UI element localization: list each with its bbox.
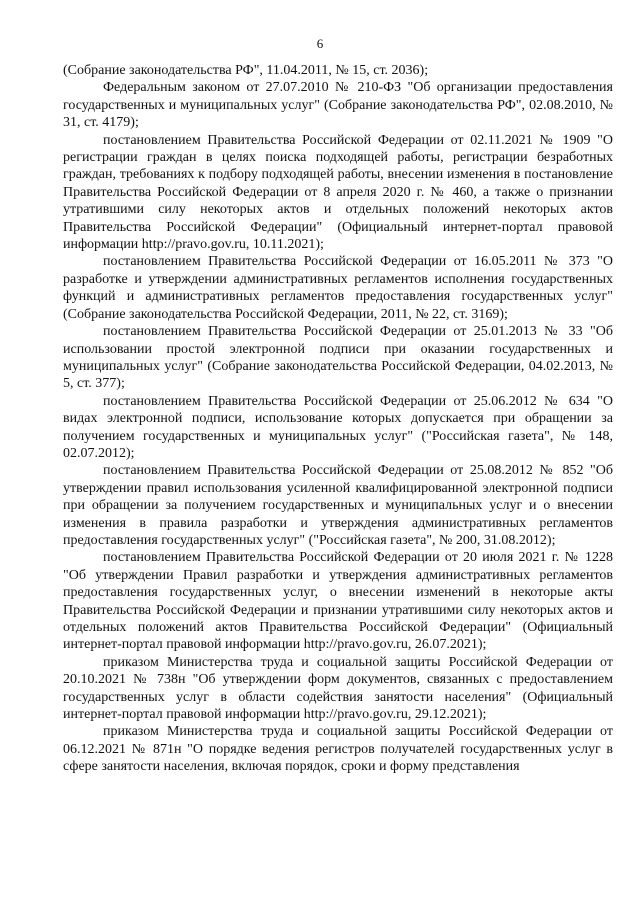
document-body xyxy=(63,62,613,776)
paragraph: постановлением Правительства Российской Федерации от 16.05.2011 № 373 "О разработке и утверждении административных регламентов исполнения государственных функций и административных регламентов предоставления государственных услуг" (Собрание законодательства Российской Федерации, 2011, № 22, ст. 3169); xyxy=(63,254,613,322)
page-number: 6 xyxy=(316,36,324,51)
paragraph: постановлением Правительства Российской Федерации от 20 июля 2021 г. № 1228 "Об утверждении Правил разработки и утверждения административных регламентов предоставления государственных услуг, о внесении изменений в некоторые акты Правительства Российской Федерации и признании утратившими силу некоторых актов и отдельных положений актов Правительства Российской Федерации" (Официальный интернет-портал правовой информации http://pravo.gov.ru, 26.07.2021); xyxy=(63,550,613,653)
paragraph: приказом Министерства труда и социальной защиты Российской Федерации от 06.12.2021 № 871н "О порядке ведения регистров получателей государственных услуг в сфере занятости населения, включая порядок, сроки и форму представления xyxy=(63,724,613,775)
paragraph: постановлением Правительства Российской Федерации от 25.08.2012 № 852 "Об утверждении правил использования усиленной квалифицированной электронной подписи при обращении за получением государственных и муниципальных услуг и о внесении изменения в правила разработки и утверждения административных регламентов предоставления государственных услуг" ("Российская газета", № 200, 31.08.2012); xyxy=(63,463,613,548)
paragraph: постановлением Правительства Российской Федерации от 25.06.2012 № 634 "О видах электронной подписи, использование которых допускается при обращении за получением государственных и муниципальных услуг" ("Российская газета", № 148, 02.07.2012); xyxy=(63,393,613,461)
paragraph: (Собрание законодательства РФ", 11.04.2011, № 15, ст. 2036); xyxy=(63,63,429,78)
paragraph: постановлением Правительства Российской Федерации от 25.01.2013 № 33 "Об использовании простой электронной подписи при оказании государственных и муниципальных услуг" (Собрание законодательства Российской Федерации, 04.02.2013, № 5, ст. 377); xyxy=(63,324,613,392)
paragraph: приказом Министерства труда и социальной защиты Российской Федерации от 20.10.2021 № 738н "Об утверждении форм документов, связанных с предоставлением государственных услуг в области содействия занятости населения" (Официальный интернет-портал правовой информации http://pravo.gov.ru, 29.12.2021); xyxy=(63,654,613,723)
paragraph: Федеральным законом от 27.07.2010 № 210-ФЗ "Об организации предоставления государственных и муниципальных услуг" (Собрание законодательства РФ", 02.08.2010, № 31, ст. 4179); xyxy=(63,80,613,131)
paragraph: постановлением Правительства Российской Федерации от 02.11.2021 № 1909 "О регистрации граждан в целях поиска подходящей работы, регистрации безработных граждан, требованиях к подбору подходящей работы, внесении изменения в постановление Правительства Российской Федерации от 8 апреля 2020 г. № 460, а также о признании утратившими силу некоторых актов и отдельных положений некоторых актов Правительства Российской Федерации" (Официальный интернет-портал правовой информации http://pravo.gov.ru, 10.11.2021); xyxy=(63,132,613,253)
